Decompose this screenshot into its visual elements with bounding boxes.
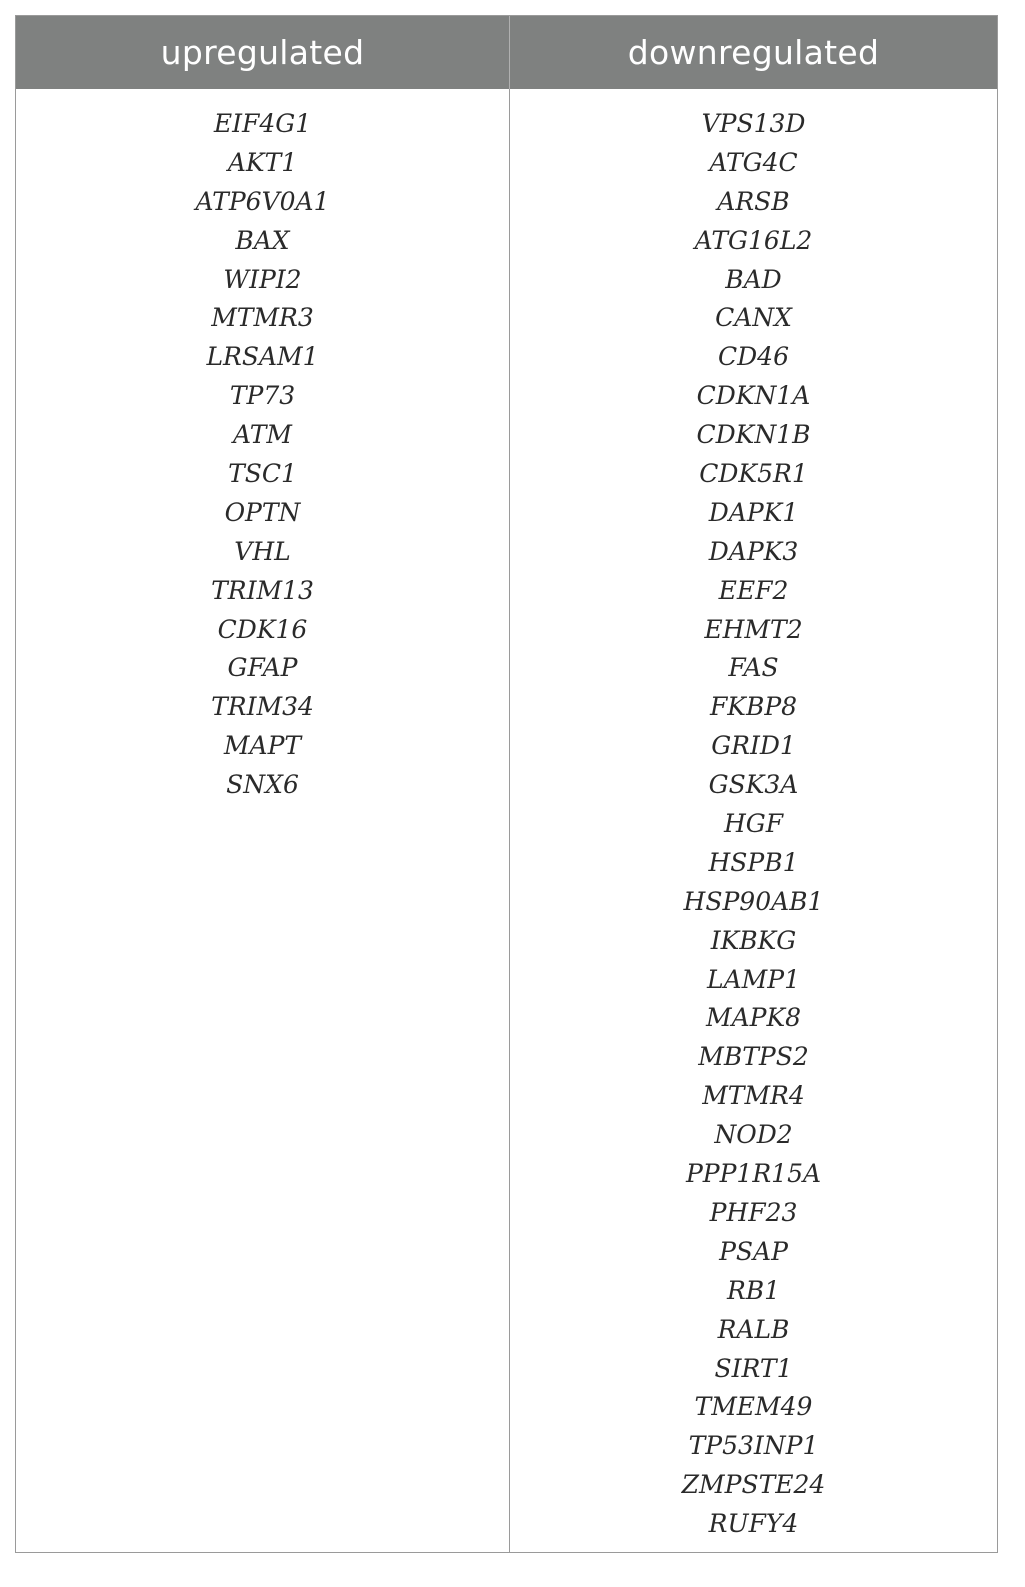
upregulated-gene: SNX6 — [226, 770, 299, 800]
downregulated-gene: RB1 — [726, 1275, 781, 1305]
downregulated-gene: ZMPSTE24 — [681, 1470, 826, 1500]
upregulated-gene: CDK16 — [217, 614, 308, 644]
upregulated-gene: ATM — [233, 420, 292, 450]
downregulated-gene: ATG4C — [709, 147, 798, 177]
downregulated-gene: PSAP — [719, 1236, 788, 1266]
downregulated-gene: HGF — [723, 809, 784, 839]
downregulated-gene: HSP90AB1 — [683, 886, 824, 916]
downregulated-gene: GRID1 — [711, 731, 796, 761]
downregulated-gene: PHF23 — [709, 1197, 798, 1227]
downregulated-gene: RUFY4 — [708, 1509, 799, 1539]
downregulated-gene: GSK3A — [708, 770, 799, 800]
downregulated-gene: SIRT1 — [714, 1353, 793, 1383]
upregulated-gene: LRSAM1 — [206, 342, 319, 372]
upregulated-gene: VHL — [234, 536, 291, 566]
downregulated-gene: CD46 — [718, 342, 789, 372]
upregulated-column — [16, 89, 510, 1552]
downregulated-header: downregulated — [627, 33, 880, 72]
downregulated-gene: TP53INP1 — [688, 1431, 819, 1461]
downregulated-gene: DAPK3 — [708, 536, 799, 566]
downregulated-gene: CANX — [715, 303, 792, 333]
downregulated-gene: CDK5R1 — [699, 459, 808, 489]
upregulated-gene: TRIM13 — [211, 575, 314, 605]
upregulated-gene: TRIM34 — [211, 692, 314, 722]
downregulated-gene: VPS13D — [701, 109, 806, 138]
downregulated-gene: ATG16L2 — [694, 225, 813, 255]
downregulated-gene: DAPK1 — [708, 497, 799, 527]
upregulated-gene: MAPT — [223, 731, 302, 761]
table-body-row — [16, 89, 997, 1552]
upregulated-gene: EIF4G1 — [213, 109, 312, 138]
upregulated-gene: AKT1 — [227, 147, 298, 177]
upregulated-gene: ATP6V0A1 — [195, 186, 330, 216]
downregulated-gene: PPP1R15A — [685, 1159, 822, 1189]
downregulated-gene: MAPK8 — [705, 1003, 802, 1033]
downregulated-gene: CDKN1A — [696, 381, 811, 411]
upregulated-gene: TP73 — [229, 381, 296, 411]
downregulated-gene: NOD2 — [714, 1120, 793, 1150]
upregulated-gene: OPTN — [224, 497, 301, 527]
downregulated-gene: FAS — [728, 653, 779, 683]
downregulated-column — [510, 89, 997, 1552]
upregulated-gene: BAX — [235, 225, 290, 255]
upregulated-header: upregulated — [16, 16, 510, 89]
downregulated-gene: BAD — [725, 264, 782, 294]
upregulated-gene: GFAP — [227, 653, 298, 683]
downregulated-gene: MBTPS2 — [698, 1042, 809, 1072]
downregulated-gene: LAMP1 — [707, 964, 800, 994]
upregulated-gene: TSC1 — [228, 459, 297, 489]
downregulated-gene: RALB — [717, 1314, 790, 1344]
upregulated-gene: MTMR3 — [211, 303, 314, 333]
downregulated-gene: HSPB1 — [708, 847, 799, 877]
table-header-row — [16, 16, 997, 89]
downregulated-gene: EHMT2 — [704, 614, 803, 644]
gene-table — [15, 15, 998, 1553]
downregulated-gene: FKBP8 — [709, 692, 798, 722]
downregulated-gene: EEF2 — [718, 575, 789, 605]
upregulated-gene: WIPI2 — [223, 264, 302, 294]
downregulated-gene: TMEM49 — [694, 1392, 813, 1422]
downregulated-gene: ARSB — [717, 186, 790, 216]
downregulated-gene: IKBKG — [710, 925, 797, 955]
downregulated-gene: CDKN1B — [696, 420, 811, 450]
downregulated-gene: MTMR4 — [702, 1081, 805, 1111]
